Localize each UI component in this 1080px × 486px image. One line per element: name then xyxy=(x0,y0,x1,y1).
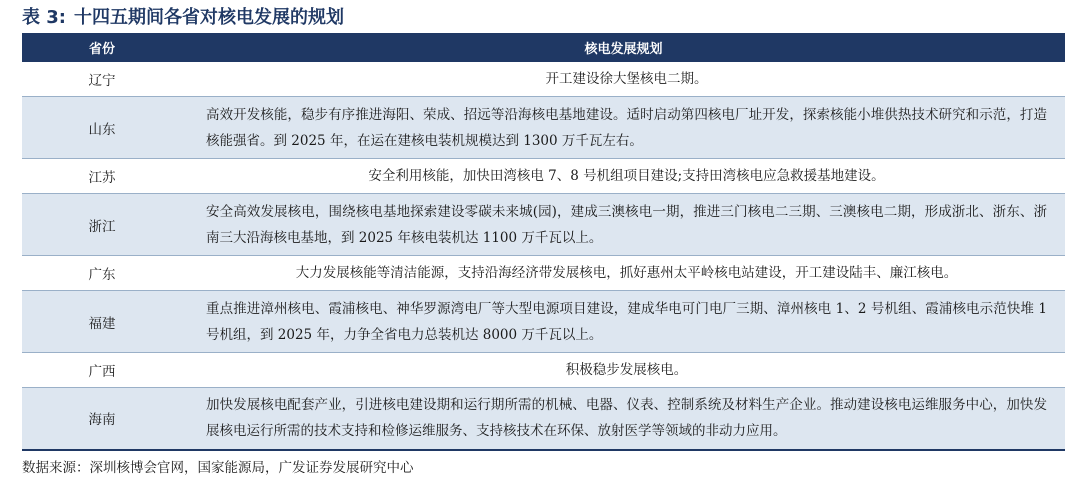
table-row xyxy=(22,62,1065,97)
province-cell: 广东 xyxy=(22,256,182,291)
plan-cell: 高效开发核能，稳步有序推进海阳、荣成、招远等沿海核电基地建设。适时启动第四核电厂址开发，探索核能小堆供热技术研究和示范，打造核能强省。到 2025 年，在运在建核电装机规模达到 1300 万千瓦左右。 xyxy=(182,97,1065,159)
province-cell: 浙江 xyxy=(22,194,182,256)
table-title xyxy=(22,4,344,32)
plan-cell: 安全高效发展核电，围绕核电基地探索建设零碳未来城(园)，建成三澳核电一期，推进三门核电二三期、三澳核电二期，形成浙北、浙东、浙南三大沿海核电基地，到 2025 年核电装机达 1100 万千瓦以上。 xyxy=(182,194,1065,256)
plan-cell: 积极稳步发展核电。 xyxy=(182,353,1065,388)
plan-table-container xyxy=(22,33,1065,451)
table-number: 表 3: xyxy=(22,7,66,28)
province-cell: 江苏 xyxy=(22,159,182,194)
plan-table xyxy=(22,33,1065,451)
table-row xyxy=(22,97,1065,159)
table-header-row xyxy=(22,33,1065,62)
province-cell: 山东 xyxy=(22,97,182,159)
province-cell: 福建 xyxy=(22,291,182,353)
table-row xyxy=(22,291,1065,353)
data-source-note: 数据来源：深圳核博会官网，国家能源局，广发证券发展研究中心 xyxy=(22,460,414,476)
header-province: 省份 xyxy=(88,42,115,57)
province-cell: 海南 xyxy=(22,388,182,450)
table-row xyxy=(22,388,1065,450)
province-cell: 广西 xyxy=(22,353,182,388)
table-row xyxy=(22,256,1065,291)
table-row xyxy=(22,159,1065,194)
header-plan: 核电发展规划 xyxy=(584,42,663,57)
province-cell: 辽宁 xyxy=(22,62,182,97)
table-row xyxy=(22,353,1065,388)
table-row xyxy=(22,194,1065,256)
plan-cell: 加快发展核电配套产业，引进核电建设期和运行期所需的机械、电器、仪表、控制系统及材料生产企业。推动建设核电运维服务中心，加快发展核电运行所需的技术支持和检修运维服务、支持核技术在环保、放射医学等领域的非动力应用。 xyxy=(182,388,1065,450)
plan-cell: 大力发展核能等清洁能源，支持沿海经济带发展核电，抓好惠州太平岭核电站建设，开工建设陆丰、廉江核电。 xyxy=(182,256,1065,291)
plan-cell: 安全利用核能，加快田湾核电 7、8 号机组项目建设;支持田湾核电应急救援基地建设。 xyxy=(182,159,1065,194)
plan-cell: 开工建设徐大堡核电二期。 xyxy=(182,62,1065,97)
table-title-text: 十四五期间各省对核电发展的规划 xyxy=(74,7,344,28)
plan-cell: 重点推进漳州核电、霞浦核电、神华罗源湾电厂等大型电源项目建设，建成华电可门电厂三期、漳州核电 1、2 号机组、霞浦核电示范快堆 1 号机组，到 2025 年，力争全省电力总装机达 8000 万千瓦以上。 xyxy=(182,291,1065,353)
